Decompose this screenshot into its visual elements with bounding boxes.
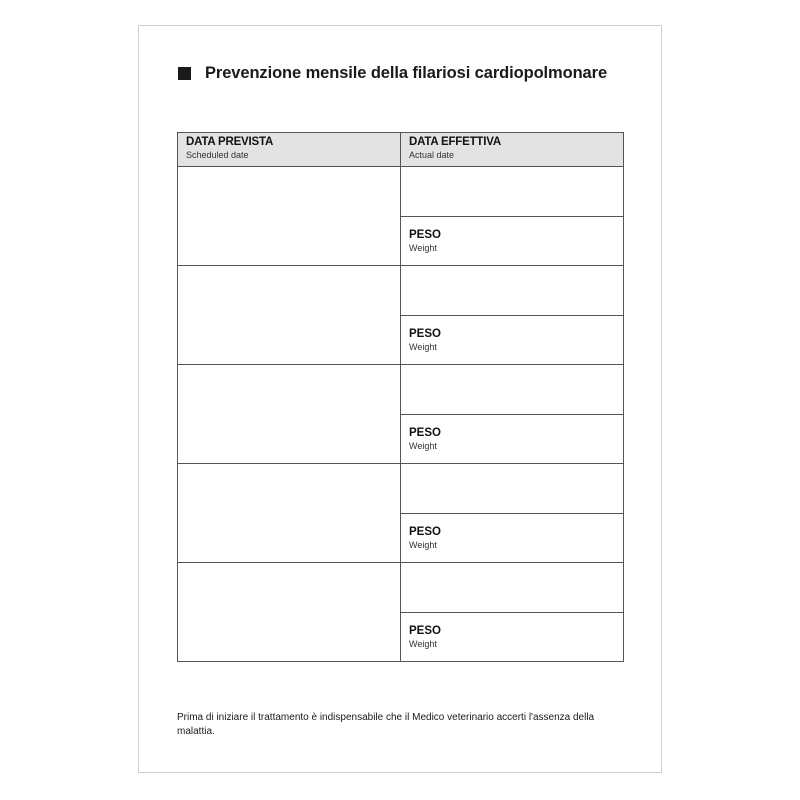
weight-label: PESO xyxy=(409,328,441,340)
weight-label: PESO xyxy=(409,427,441,439)
weight-cell[interactable] xyxy=(401,514,624,563)
scheduled-date-cell[interactable] xyxy=(178,464,401,563)
actual-date-cell[interactable] xyxy=(401,266,624,316)
weight-cell[interactable] xyxy=(401,613,624,662)
actual-date-cell[interactable] xyxy=(401,563,624,613)
footer-note: Prima di iniziare il trattamento è indispensabile che il Medico veterinario accerti l'assenza della malattia. xyxy=(177,712,595,737)
weight-sublabel: Weight xyxy=(409,441,437,451)
title-row xyxy=(178,64,607,83)
header-actual-date xyxy=(401,133,624,167)
weight-label: PESO xyxy=(409,526,441,538)
table-row xyxy=(178,563,624,613)
actual-date-cell[interactable] xyxy=(401,167,624,217)
header-actual-label: DATA EFFETTIVA xyxy=(409,136,501,148)
table-row xyxy=(178,167,624,217)
table-header-row xyxy=(178,133,624,167)
weight-sublabel: Weight xyxy=(409,243,437,253)
table-row xyxy=(178,464,624,514)
scheduled-date-cell[interactable] xyxy=(178,365,401,464)
page-title: Prevenzione mensile della filariosi cardiopolmonare xyxy=(205,64,608,82)
header-scheduled-sublabel: Scheduled date xyxy=(186,150,249,160)
weight-sublabel: Weight xyxy=(409,342,437,352)
header-scheduled-label: DATA PREVISTA xyxy=(186,136,274,148)
actual-date-cell[interactable] xyxy=(401,365,624,415)
schedule-table xyxy=(177,132,624,662)
weight-cell[interactable] xyxy=(401,217,624,266)
weight-sublabel: Weight xyxy=(409,639,437,649)
actual-date-cell[interactable] xyxy=(401,464,624,514)
scheduled-date-cell[interactable] xyxy=(178,266,401,365)
weight-cell[interactable] xyxy=(401,415,624,464)
scheduled-date-cell[interactable] xyxy=(178,167,401,266)
table-row xyxy=(178,266,624,316)
weight-label: PESO xyxy=(409,229,441,241)
weight-label: PESO xyxy=(409,625,441,637)
header-actual-sublabel: Actual date xyxy=(409,150,455,160)
weight-sublabel: Weight xyxy=(409,540,437,550)
header-scheduled-date xyxy=(178,133,401,167)
weight-cell[interactable] xyxy=(401,316,624,365)
square-bullet-icon xyxy=(178,67,191,80)
table-row xyxy=(178,365,624,415)
scheduled-date-cell[interactable] xyxy=(178,563,401,662)
